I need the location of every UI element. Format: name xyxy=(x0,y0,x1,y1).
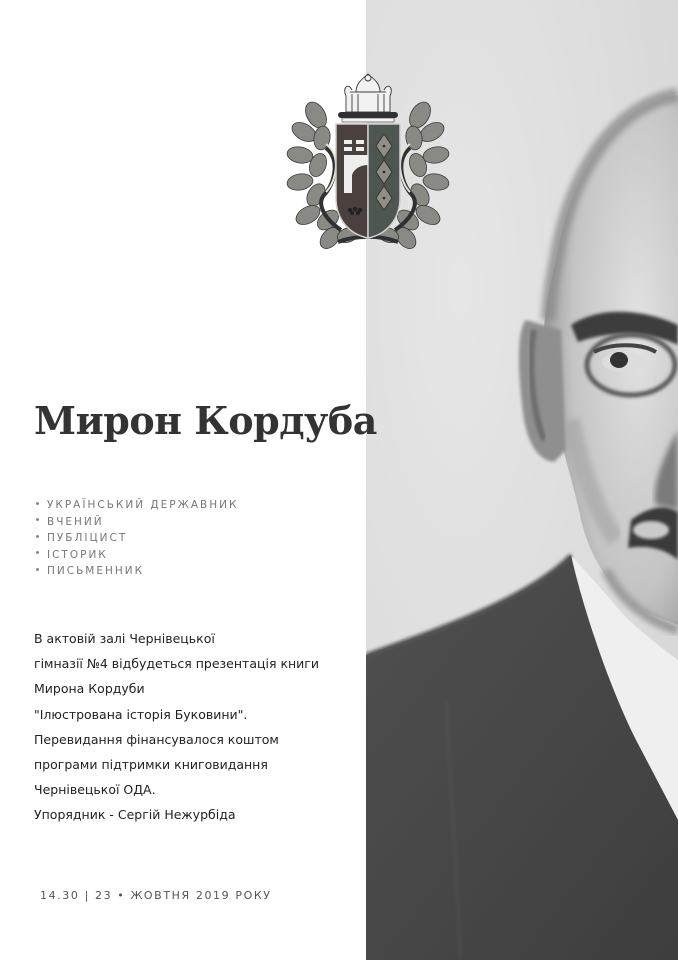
description-line: програми підтримки книговидання xyxy=(34,757,268,773)
role-item: ПУБЛІЦИСТ xyxy=(36,530,238,547)
description-line: "Ілюстрована історія Буковини". xyxy=(34,706,248,722)
bullet-icon xyxy=(36,502,39,505)
description-line: гімназії №4 відбудеться презентація книги xyxy=(34,656,319,672)
description-line: В актовій залі Чернівецької xyxy=(34,631,215,646)
event-description xyxy=(34,626,319,828)
role-item: УКРАЇНСЬКИЙ ДЕРЖАВНИК xyxy=(36,497,238,514)
bullet-icon xyxy=(36,568,39,571)
bullet-icon xyxy=(36,551,39,554)
description-line: Мирона Кордуби xyxy=(34,681,145,697)
bullet-icon xyxy=(36,518,39,521)
description-line: Чернівецької ОДА. xyxy=(34,782,156,798)
roles-list xyxy=(36,497,238,580)
description-line: Упорядник - Сергій Нежурбіда xyxy=(34,807,236,823)
description-line: Перевидання фінансувалося коштом xyxy=(34,731,279,747)
role-item: ПИСЬМЕННИК xyxy=(36,563,238,580)
role-item: ВЧЕНИЙ xyxy=(36,514,238,531)
bullet-icon xyxy=(36,535,39,538)
role-item: ІСТОРИК xyxy=(36,547,238,564)
event-datetime: 14.30 | 23 • ЖОВТНЯ 2019 РОКУ xyxy=(40,889,272,902)
coat-of-arms-icon xyxy=(286,70,450,252)
person-name-title: Мирон Кордуба xyxy=(34,398,377,443)
